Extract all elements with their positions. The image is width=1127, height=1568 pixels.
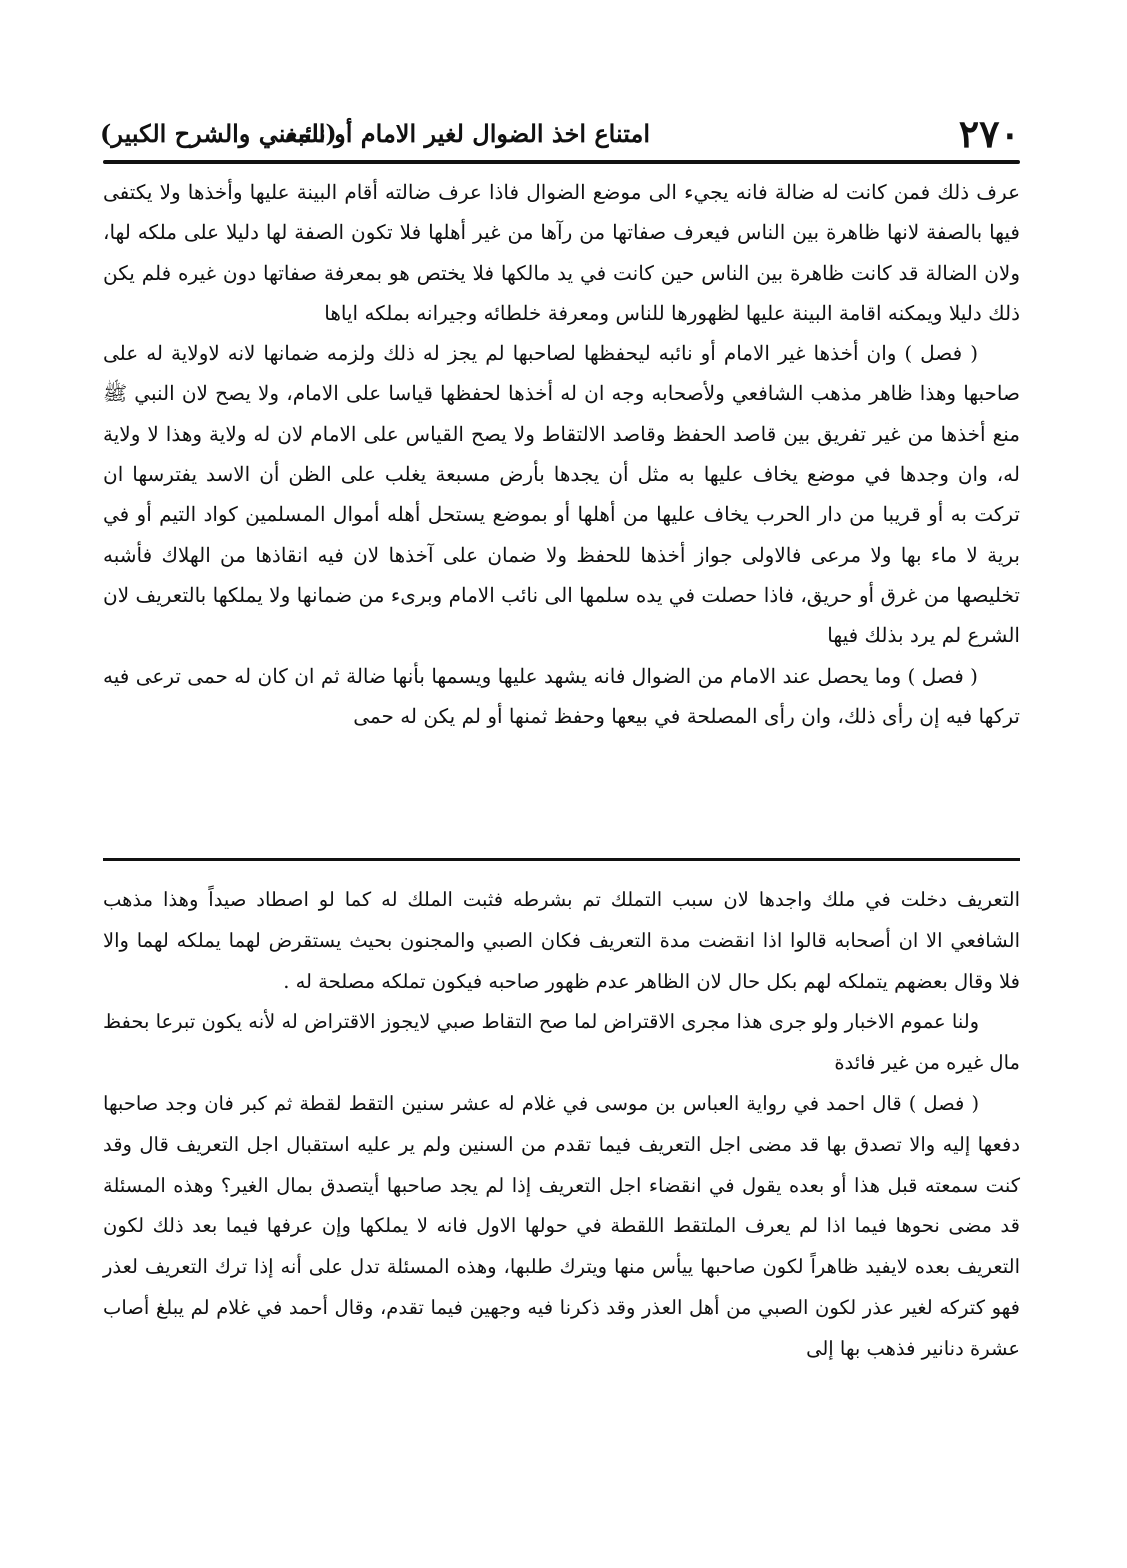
commentary-paragraph: ( فصل ) قال احمد في رواية العباس بن موسى في غلام له عشر سنين التقط لقطة ثم كبر فان وجد صاحبها دفعها إليه والا تصدق بها قد مضى اجل التعريف فيما تقدم من السنين ولم ير عليه استقبال اجل التعريف قال وقد كنت سمعته قبل هذا أو بعده يقول في انقضاء اجل التعريف إذا لم يجد صاحبها أيتصدق بمال الغير؟ وهذه المسئلة قد مضى نحوها فيما اذا لم يعرف الملتقط اللقطة في حولها الاول فانه لا يملكها وإن عرفها فيما بعد ذلك لكون التعريف بعده لايفيد ظاهراً لكون صاحبها ييأس منها ويترك طلبها، وهذه المسئلة تدل على أنه إذا ترك التعريف لعذر فهو كتركه لغير عذر لكون الصبي من أهل العذر وقد ذكرنا فيه وجهين فيما تقدم، وقال أحمد في غلام لم يبلغ أصاب عشرة دنانير فذهب بها إلى [103, 1091, 1020, 1360]
commentary-paragraph: التعريف دخلت في ملك واجدها لان سبب التملك تم بشرطه فثبت الملك له كما لو اصطاد صيداً وهذا مذهب الشافعي الا ان أصحابه قالوا اذا انقضت مدة التعريف فكان الصبي والمجنون بحيث يستقرض لهما يملكه لهما والا فلا وقال بعضهم يتملكه لهم بكل حال لان الظاهر عدم ظهور صاحبه فيكون تملكه مصلحة له . [103, 888, 1020, 993]
main-paragraph: ( فصل ) وما يحصل عند الامام من الضوال فانه يشهد عليها ويسمها بأنها ضالة ثم ان كان له حمى ترعى فيه تركها فيه إن رأى ذلك، وان رأى المصلحة في بيعها وحفظ ثمنها أو لم يكن له حمى [103, 663, 1020, 728]
main-paragraph: عرف ذلك فمن كانت له ضالة فانه يجيء الى موضع الضوال فاذا عرف ضالته أقام البينة عليها وأخذها ولا يكتفى فيها بالصفة لانها ظاهرة بين الناس فيعرف صفاتها من رآها من غير أهلها فلا تكون الصفة لها دليلا على ملكه لها، ولان الضالة قد كانت ظاهرة بين الناس حين كانت في يد مالكها فلا يختص هو بمعرفة صفاتها دون غيره فلم يكن ذلك دليلا ويمكنه اقامة البينة عليها لظهورها للناس ومعرفة خلطائه وجيرانه بملكه اياها [103, 180, 1020, 325]
page-number: ٢٧٠ [958, 111, 1020, 156]
commentary-paragraph: ولنا عموم الاخبار ولو جرى هذا مجرى الاقتراض لما صح التقاط صبي لايجوز الاقتراض له لأنه يكون تبرعا بحفظ مال غيره من غير فائدة [103, 1010, 1020, 1075]
running-title: امتناع اخذ الضوال لغير الامام أو نائبه [285, 119, 650, 148]
commentary-divider [103, 858, 1020, 861]
main-text [103, 172, 1020, 736]
book-title: (المغني والشرح الكبير) [100, 119, 337, 148]
page-header [100, 112, 1020, 156]
header-divider [103, 160, 1020, 164]
main-paragraph: ( فصل ) وان أخذها غير الامام أو نائبه ليحفظها لصاحبها لم يجز له ذلك ولزمه ضمانها لانه لاولاية له على صاحبها وهذا ظاهر مذهب الشافعي ولأصحابه وجه ان له أخذها لحفظها قياسا على الامام، ولا يصح لان النبي ﷺ منع أخذها من غير تفريق بين قاصد الحفظ وقاصد الالتقاط ولا يصح القياس على الامام لان له ولاية وهذا لا ولاية له، وان وجدها في موضع يخاف عليها به مثل أن يجدها بأرض مسبعة يغلب على الظن أن الاسد يفترسها ان تركت به أو قريبا من دار الحرب يخاف عليها من أهلها أو بموضع يستحل أهله أموال المسلمين كواد التيم أو في برية لا ماء بها ولا مرعى فالاولى جواز أخذها للحفظ ولا ضمان على آخذها لان فيه انقاذها من الهلاك فأشبه تخليصها من غرق أو حريق، فاذا حصلت في يده سلمها الى نائب الامام وبرىء من ضمانها ولا يملكها بالتعريف لان الشرع لم يرد بذلك فيها [103, 341, 1020, 648]
commentary-text [103, 880, 1020, 1370]
